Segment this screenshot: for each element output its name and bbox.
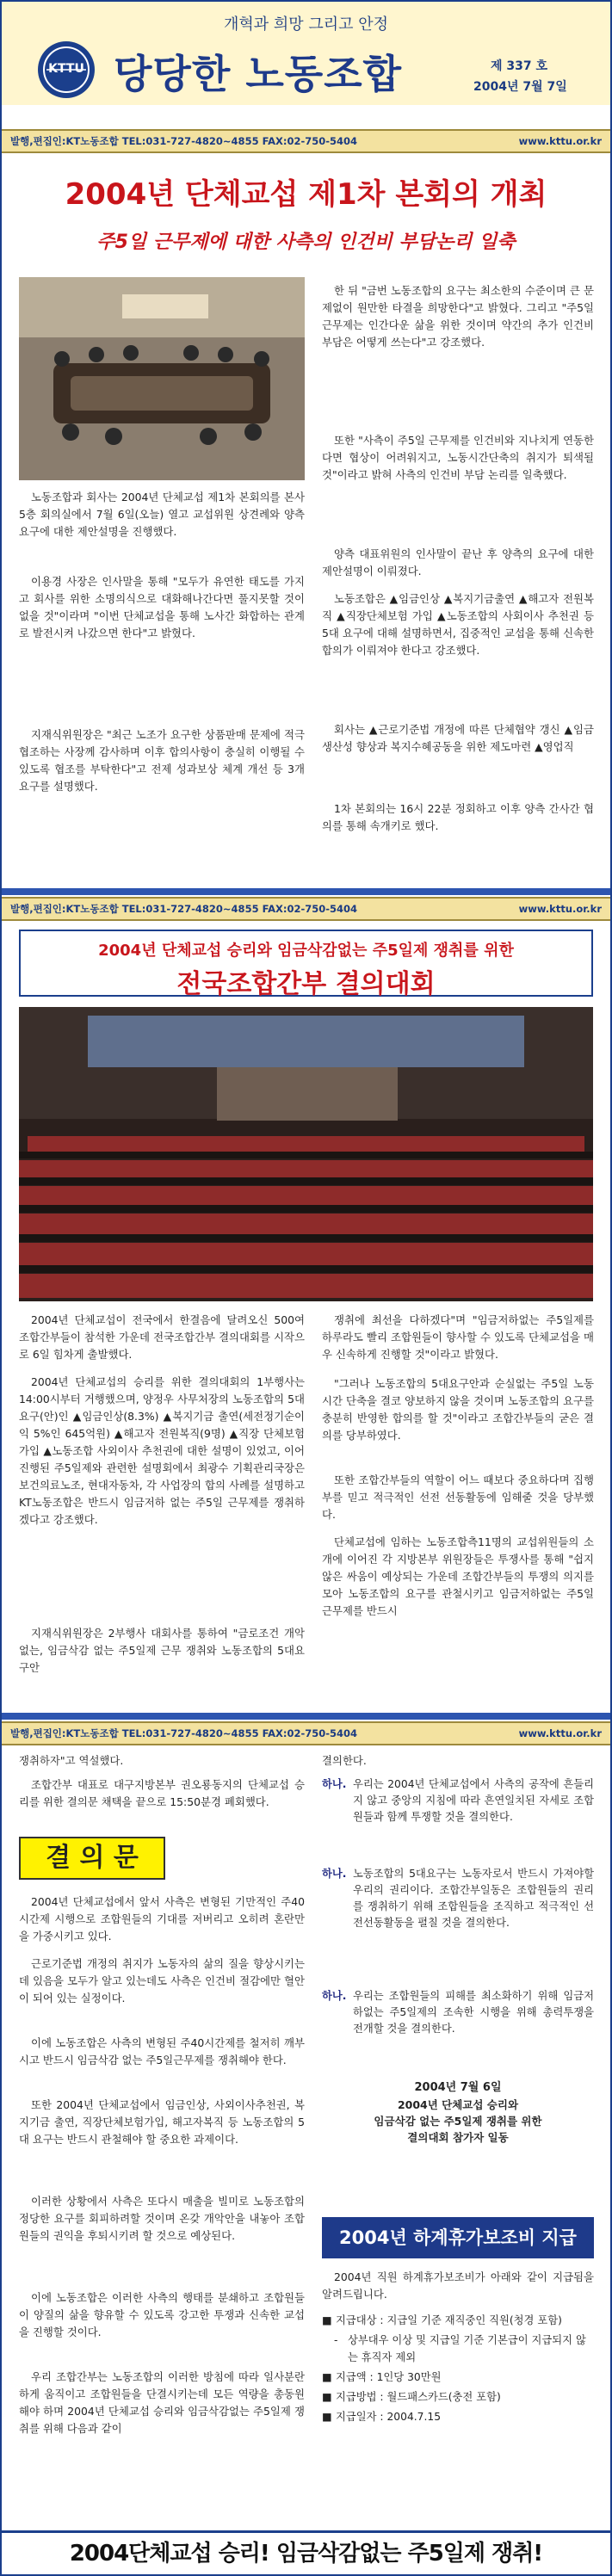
paragraph: 노동조합은 ▲임금인상 ▲복지기금출연 ▲해고자 전원복직 ▲직장단체보험 가입 ▲노동조합의 사회이사 추천권 등 5대 요구에 대해 설명하면서, 집중적인 교섭을 통해 신속한 합의가 이뤄져야 한다고 강조했다.: [322, 592, 594, 657]
paragraph: 근로기준법 개정의 취지가 노동자의 삶의 질을 향상시키는 데 있음을 모두가 알고 있는데도 사측은 인건비 절감에만 혈안이 되어 있는 실정이다.: [19, 1957, 305, 2005]
paragraph: 우리 조합간부는 노동조합의 이러한 방침에 따라 일사분란하게 움직이고 조합원들을 단결시키는데 모든 역량을 총동원해야 하며 2004년 단체교섭 승리와 임금삭감없는 주5일제 쟁취를 위해 다음과 같이: [19, 2370, 305, 2435]
paragraph: 이러한 상황에서 사측은 또다시 매출을 빌미로 노동조합의 정당한 요구를 회피하려할 것이며 온갖 개악안을 내놓아 조합원들의 권익을 후퇴시키려 할 것으로 예상된다.: [19, 2195, 305, 2242]
rally-title-line-2: 전국조합간부 결의대회: [176, 969, 436, 999]
paragraph: 2004년 단체교섭에서 앞서 사측은 변형된 기만적인 주40시간제 시행으로 조합원들의 기대를 저버리고 오히려 혼란만을 가중시키고 있다.: [19, 1895, 305, 1943]
tel: TEL:031-727-4820~4855: [121, 903, 259, 915]
bottom-banner: [2, 2530, 610, 2574]
paragraph: 또한 조합간부들의 역할이 어느 때보다 중요하다며 집행부를 믿고 적극적인 선전 선동활동에 임해줄 것을 당부했다.: [322, 1473, 594, 1521]
issue-date: 2004년 7월 7일: [473, 80, 567, 94]
fax: FAX:02-750-5404: [262, 903, 358, 915]
tel: TEL:031-727-4820~4855: [121, 135, 259, 147]
resolution-head: 하나.: [322, 1990, 347, 2002]
article-2-left: [19, 1312, 305, 1704]
paragraph: 결의한다.: [322, 1754, 367, 1767]
paragraph: 2004년 단체교섭의 승리를 위한 결의대회의 1부행사는 14:00시부터 거행했으며, 양정우 사무처장의 노동조합의 5대요구(안)인 ▲임금인상(8.3%) ▲복지기금 출연(세전정기순이익 5%인 645억원) ▲해고자 전원복직(9명) ▲직장 단체보험 가입 ▲노동조합 사외이사 추천권에 대한 설명이 있었고, 이어 진행된 주5일제와 관련한 설명회에서 최광수 기획관리국장은 보건의료노조, 현대자동차, 각 사업장의 합의 사례를 설명하고 KT노동조합은 반드시 임금저하 없는 주5일 근무제를 쟁취하겠다고 강조했다.: [19, 1375, 305, 1526]
website-link[interactable]: www.kttu.or.kr: [518, 903, 602, 915]
rally-title-box: [19, 930, 593, 997]
kttu-logo: [36, 40, 96, 100]
paragraph: 2004년 단체교섭이 전국에서 한결음에 달려오신 500여 조합간부들이 참석한 가운데 전국조합간부 결의대회를 시작으로 6일 힘차게 출발했다.: [19, 1313, 305, 1361]
bargaining-meeting-photo: [19, 277, 305, 480]
publisher: 발행,편집인:KT노동조합: [10, 135, 119, 147]
resolution-item: [322, 1776, 594, 1859]
fax: FAX:02-750-5404: [262, 1727, 358, 1739]
resolution-body: [19, 1893, 305, 2517]
contact-bar-1: [2, 129, 610, 153]
website-link[interactable]: www.kttu.or.kr: [518, 1727, 602, 1739]
vacation-list: [322, 2312, 594, 2425]
website-link[interactable]: www.kttu.or.kr: [518, 135, 602, 147]
article-1-right: [322, 282, 594, 880]
paragraph: 1차 본회의는 16시 22분 정회하고 이후 양측 간사간 협의를 통해 속개키로 했다.: [322, 802, 594, 832]
rally-title-line-1: 2004년 단체교섭 승리와 임금삭감없는 주5일제 쟁취를 위한: [98, 942, 514, 960]
rally-photo: [19, 1007, 593, 1301]
paragraph: 지재식위원장은 "최근 노조가 요구한 상품판매 문제에 적극 협조하는 사장께 감사하며 이후 합의사항이 충실히 이행될 수 있도록 협조를 부탁한다"고 전제 성과보상 체계 개선 등 3개 요구를 설명했다.: [19, 728, 305, 793]
paragraph: 또한 2004년 단체교섭에서 임금인상, 사외이사추천권, 복지기금 출연, 직장단체보험가입, 해고자복직 등 노동조합의 5대 요구는 반드시 관철해야 할 중요한 과제이다.: [19, 2098, 305, 2146]
fax: FAX:02-750-5404: [262, 135, 358, 147]
list-item: ■ 지급일자 : 2004.7.15: [322, 2411, 442, 2423]
list-item: ■ 지급대상 : 지급일 기준 재직중인 직원(청경 포함): [322, 2314, 562, 2326]
subheadline-1: 주5일 근무제에 대한 사측의 인건비 부담논리 일축: [96, 232, 516, 253]
resolution-text: 우리는 조합원들의 피해를 최소화하기 위해 임금저하없는 주5일제의 조속한 시행을 위해 총력투쟁을 전개할 것을 결의한다.: [353, 1990, 594, 2035]
list-item: ■ 지급방법 : 월드패스카드(충전 포함): [322, 2391, 501, 2403]
issue-number: 제 337 호: [491, 59, 548, 73]
header-slogan: 개혁과 희망 그리고 안정: [223, 15, 389, 34]
publisher: 발행,편집인:KT노동조합: [10, 903, 119, 915]
masthead: [2, 2, 610, 105]
headline-1: 2004년 단체교섭 제1차 본회의 개최: [65, 177, 547, 212]
paragraph: 한 뒤 "금번 노동조합의 요구는 최소한의 수준이며 큰 문제없이 원만한 타결을 희망한다"고 밝혔다. 그리고 "주5일 근무제는 인간다운 삶을 위한 것이며 약간의 추가 인건비 부담은 어떻게 쓰는다"고 강조했다.: [322, 284, 594, 349]
banner-text: 2004단체교섭 승리! 임금삭감없는 주5일제 쟁취!: [69, 2541, 543, 2567]
section-separator: [2, 888, 610, 895]
sign-line: 결의대회 참가자 일동: [407, 2131, 509, 2144]
article-3-left-top: [19, 1752, 305, 1832]
section-separator: [2, 1713, 610, 1720]
resolution-item: [322, 1866, 594, 1981]
paragraph: 쟁취에 최선을 다하겠다"며 "임금저하없는 주5일제를 하루라도 빨리 조합원들이 향사할 수 있도록 단체교섭을 매우 신속하게 진행할 것"이라고 밝혔다.: [322, 1313, 594, 1361]
paragraph: 또한 "사측이 주5일 근무제를 인건비와 지나치게 연동한다면 협상이 어려워지고, 노동시간단축의 취지가 퇴색될 것"이라고 밝혀 사측의 인건비 부담 논리를 일축했다.: [322, 434, 594, 481]
paragraph: 이에 노동조합은 이러한 사측의 행태를 분쇄하고 조합원들이 양질의 삶을 향유할 수 있도록 강고한 투쟁과 신속한 교섭을 진행할 것이다.: [19, 2291, 305, 2338]
list-item: - 상부대우 이상 및 지급일 기준 기본급이 지급되지 않는 휴직자 제외: [334, 2334, 586, 2363]
tel: TEL:031-727-4820~4855: [121, 1727, 259, 1739]
paragraph: 회사는 ▲근로기준법 개정에 따른 단체협약 갱신 ▲임금 생산성 향상과 복지수혜공동을 위한 제도마련 ▲영업직: [322, 723, 594, 753]
resolution-head: 하나.: [322, 1868, 347, 1880]
sign-line: 임금삭감 없는 주5일제 쟁취를 위한: [374, 2115, 542, 2128]
paragraph: 이용경 사장은 인사말을 통해 "모두가 유연한 태도를 가지고 회사를 위한 소명의식으로 대화해나간다면 풀지못할 것이 없을 것"이라며 "이번 단체교섭을 통해 노사간 화합하는 관계로 발전시켜 나갔으면 한다"고 밝혔다.: [19, 575, 305, 639]
paragraph: 이에 노동조합은 사측의 변형된 주40시간제를 철저히 깨부시고 반드시 임금삭감 없는 주5일근무제를 쟁취해야 한다.: [19, 2036, 305, 2066]
resolution-title-box: [19, 1837, 165, 1880]
resolution-text: 노동조합의 5대요구는 노동자로서 반드시 가져야할 우리의 권리이다. 조합간부일동은 조합원들의 권리를 쟁취하기 위해 조합원들을 조직하고 적극적인 선전선동활동을 펼칠 것을 결의한다.: [353, 1868, 594, 1929]
vacation-title: 2004년 하계휴가보조비 지급: [339, 2227, 577, 2248]
vacation-title-box: [322, 2217, 594, 2258]
resolution-item: [322, 1988, 594, 2071]
newsletter-title: 당당한 노동조합: [114, 51, 403, 97]
sign-line: 2004년 단체교섭 승리와: [397, 2098, 519, 2111]
paragraph: 지재식위원장은 2부행사 대회사를 통하여 "금로조건 개악없는, 임금삭감 없는 주5일제 근무 쟁취와 노동조합의 5대요구안: [19, 1627, 305, 1674]
paragraph: 노동조합과 회사는 2004년 단체교섭 제1차 본회의를 본사5층 회의실에서 7월 6일(오늘) 열고 교섭위원 상견례와 양측 요구에 대한 제안설명을 진행했다.: [19, 491, 305, 538]
resolution-text: 우리는 2004년 단체교섭에서 사측의 공작에 흔들리지 않고 중앙의 지침에 따라 흔연일치된 자세로 조합원들과 함께 투쟁할 것을 결의한다.: [353, 1778, 594, 1823]
list-item: ■ 지급액 : 1인당 30만원: [322, 2371, 442, 2383]
paragraph: 쟁취하자"고 역설했다.: [19, 1754, 124, 1767]
resolution-head: 하나.: [322, 1778, 347, 1790]
article-1-left: [19, 489, 305, 878]
paragraph: 단체교섭에 임하는 노동조합측11명의 교섭위원들의 소개에 이어진 각 지방본부 위원장들은 투쟁사를 통해 "쉽지 않은 싸움이 예상되는 가운데 조합간부들의 투쟁의 의지를 모아 노동조합의 요구를 관철시키고 임금저하없는 주5일 근무제를 반드시: [322, 1535, 594, 1617]
paragraph: 조합간부 대표로 대구지방본부 권오룡동지의 단체교섭 승리를 위한 결의문 채택을 끝으로 15:50분경 폐회했다.: [19, 1778, 305, 1808]
paragraph: 양측 대표위원의 인사말이 끝난 후 양측의 요구에 대한 제안설명이 이뤄졌다.: [322, 547, 594, 578]
publisher: 발행,편집인:KT노동조합: [10, 1727, 119, 1739]
logo-text: KTTU: [48, 62, 84, 76]
vacation-info: [322, 2269, 594, 2527]
sign-date: 2004년 7월 6일: [414, 2081, 502, 2094]
resolution-right: [322, 1752, 594, 2165]
resolution-title: 결 의 문: [46, 1843, 139, 1873]
paragraph: "그러나 노동조합의 5대요구안과 순실없는 주5일 노동시간 단축을 결코 양보하지 않을 것이며 노동조합의 요구를 충분히 반영한 합의를 할 것"이라고 조합간부들의 굳은 결의를 당부하였다.: [322, 1377, 594, 1442]
vacation-intro: 2004년 직원 하계휴가보조비가 아래와 같이 지급됨을 알려드립니다.: [322, 2270, 594, 2301]
contact-bar-3: [2, 1721, 610, 1745]
contact-bar-2: [2, 897, 610, 921]
article-2-right: [322, 1312, 594, 1704]
